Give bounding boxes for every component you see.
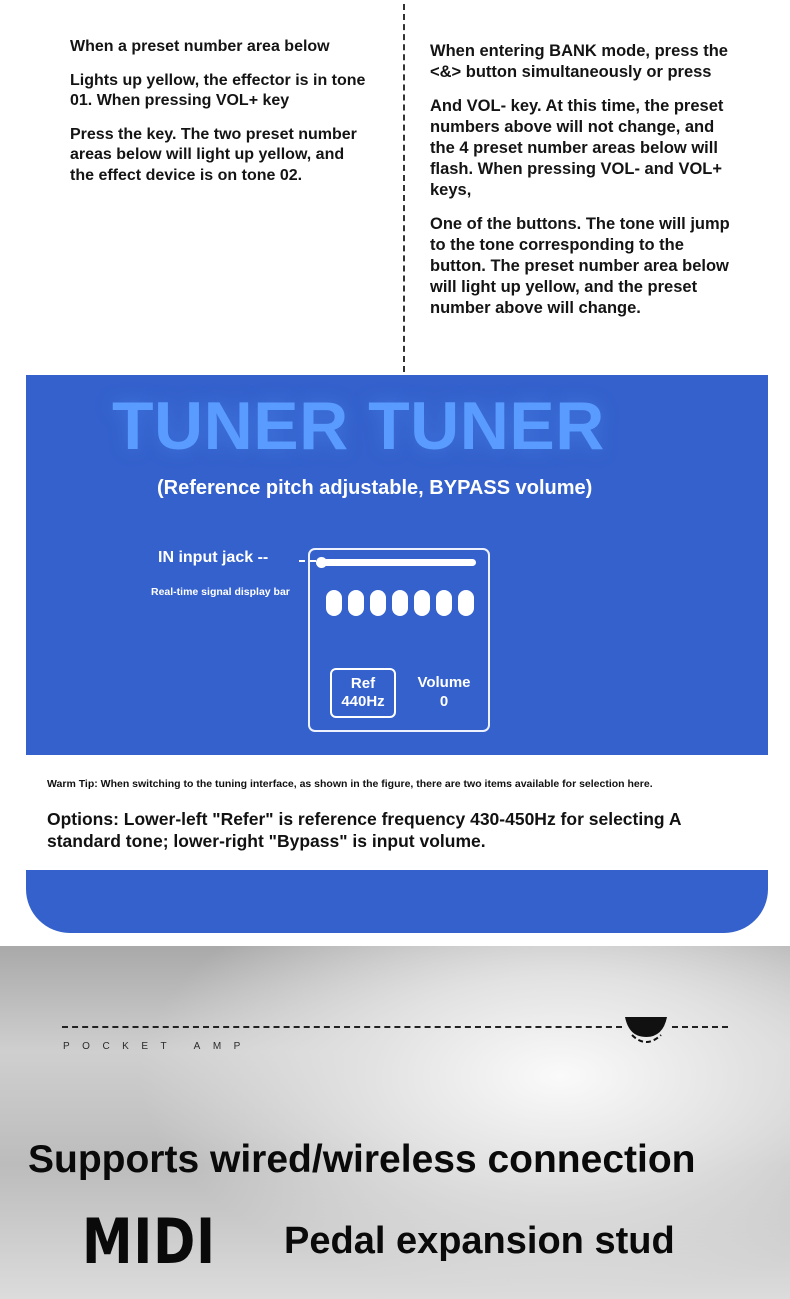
right-para-3: One of the buttons. The tone will jump to the tone corresponding to the button. The preset number area below will light up yellow, and the preset number above will change. <box>430 215 730 317</box>
signal-segment <box>348 590 364 616</box>
signal-segment <box>436 590 452 616</box>
volume-option <box>406 673 482 711</box>
left-para-1: When a preset number area below <box>70 38 330 55</box>
pocket-amp-section <box>0 946 790 1299</box>
instructions-left <box>70 37 370 199</box>
realtime-signal-label: Real-time signal display bar <box>151 586 290 598</box>
ref-frequency-option <box>330 668 396 718</box>
signal-display-segments <box>326 590 474 616</box>
instructions-section <box>0 0 790 375</box>
dashed-line-right <box>672 1026 728 1028</box>
tuner-title: TUNER TUNER <box>112 388 605 464</box>
signal-segment <box>414 590 430 616</box>
brand-label: POCKET AMP <box>63 1041 253 1052</box>
signal-segment <box>458 590 474 616</box>
instructions-right <box>430 41 740 332</box>
right-para-1: When entering BANK mode, press the <&> button simultaneously or press <box>430 42 728 81</box>
tuner-panel <box>26 375 768 755</box>
dashed-line-left <box>62 1026 622 1028</box>
in-input-jack-label: IN input jack -- <box>158 549 269 566</box>
warm-tip: Warm Tip: When switching to the tuning interface, as shown in the figure, there are two items available for selection here. <box>47 778 653 790</box>
signal-segment <box>370 590 386 616</box>
dashed-divider <box>403 4 405 372</box>
right-para-2: And VOL- key. At this time, the preset numbers above will not change, and the 4 preset number areas below will flash. When pressing VOL- and VOL+ keys, <box>430 97 724 199</box>
tuner-screen-illustration <box>308 548 490 732</box>
blue-rounded-band <box>26 870 768 933</box>
left-para-3: Press the key. The two preset number areas below will light up yellow, and the effect device is on tone 02. <box>70 125 357 184</box>
knob-icon <box>623 1013 671 1047</box>
ref-value: 440Hz <box>341 693 385 710</box>
volume-value: 0 <box>439 693 449 710</box>
signal-bar <box>323 559 476 566</box>
signal-segment <box>326 590 342 616</box>
tuner-subtitle: (Reference pitch adjustable, BYPASS volume) <box>157 477 593 499</box>
signal-segment <box>392 590 408 616</box>
left-para-2: Lights up yellow, the effector is in tone 01. When pressing VOL+ key <box>70 71 366 109</box>
options-text: Options: Lower-left "Refer" is reference frequency 430-450Hz for selecting A standard tone; lower-right "Bypass" is input volume. <box>47 809 681 851</box>
volume-label: Volume <box>417 674 471 691</box>
midi-label: MIDI <box>82 1205 216 1278</box>
pedal-expansion-label: Pedal expansion stud <box>284 1220 675 1262</box>
ref-label: Ref <box>350 675 376 692</box>
connection-headline: Supports wired/wireless connection <box>28 1138 696 1181</box>
